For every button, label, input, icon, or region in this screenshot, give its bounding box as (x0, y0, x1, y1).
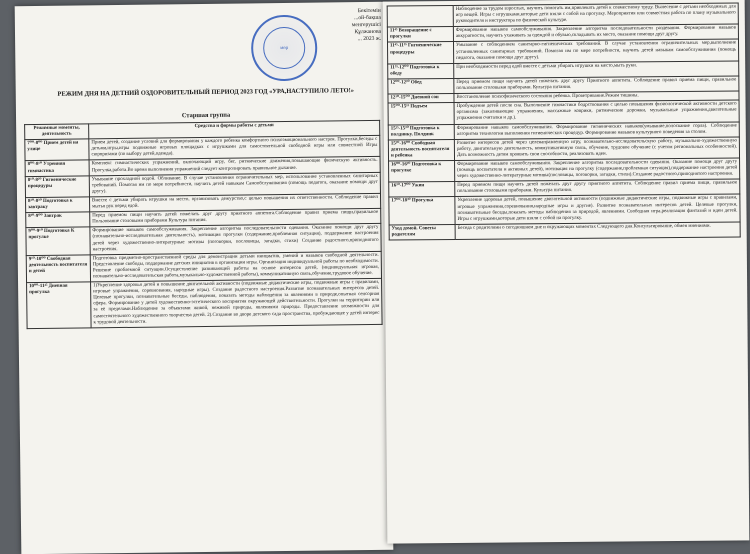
activity-cell: Прием детей, создание условий для формирования у каждого ребенка комфортного психоэмоционального настроя. Прогулки,беседы с детьми,игры,игры подвижные игровых площадках с игрушками для самостоятельной свободной игры или совместной Игры сюрпризами (по выбору детей,одежда). (89, 136, 380, 161)
activity-cell: Умывание прохладной водой. Обливание. В случае установления ограничительных мер, использование установленных санитарных требований. Помогая им по мере потребности, научить детей навыкам Самообслуживания (помощь педагога, оказание помощи друг другу). (89, 172, 380, 197)
activity-cell: Укрепление здоровья детей, повышение двигательной активности (подвижные дидактические игры, подвижные игры с правилами, игровые упражнения,соревнования,народные игры и другие). Развитие познавательных интересов детей. Целевые прогулки, познавательные беседы,показать методы наблюдения за природой, явлениями. Свободная игра,реализация фантазий и идеи детей. Игры с игрушками,которые дети взяли с собой на прогулку. (455, 194, 740, 224)
column-header-moments: Режимные моменты, деятельность (25, 124, 89, 140)
schedule-table-left (24, 120, 382, 329)
left-document-page (15, 2, 394, 554)
moment-cell: 8³⁰-9⁰⁰ Завтрак (26, 212, 90, 228)
activity-cell: Подготовка предметно-пространственной среды для демонстрации детьми инициатив, умений и навыков свободной деятельности. Представление свободы, поддержание детских инициатив в организации игры. Организация индивидуальной работы по необходимости. Решение проблемной ситуации.Осуществление развивающей работы на основе интересов детей, (индивидуальная игровая, познавательно-исследовательская работа,музыкально-художественной работы), коммуникативную связь,обучение,трудовое обучение. (90, 251, 381, 282)
moment-cell: 11⁴⁵ Возвращение с прогулки (387, 27, 453, 43)
right-document-page (383, 0, 750, 544)
activity-cell: Формирование навыков самообслуживания. Формирование гигиенических навыков(умывание,полоскание горла). Соблюдение алгоритма технологии выполнения гигиенических процедур. Формирование навыков культурного поведения за столом. (454, 121, 739, 139)
moment-cell: 15³⁰-16⁰⁰ Свободная деятельность воспитателя и ребенка (388, 139, 454, 161)
table-row (26, 251, 381, 283)
table-row (388, 137, 739, 161)
moment-cell: 9⁰⁰-9¹⁰ Подготовка К прогулке (26, 227, 90, 255)
moment-cell: 16⁰⁰-16³⁰ Подготовка к прогулке (389, 160, 455, 182)
table-row (389, 222, 740, 240)
approval-line: Құлжанова (354, 28, 382, 36)
moment-cell: 7⁰⁰-8⁰⁰ Прием детей на улице (25, 139, 89, 161)
activity-cell: Перед приемом пищи научить детей пожелать друг другу приятного аппетита.Соблюдение правил приема пищи,правильное Пользование столовыми приборами Культура питания. (90, 208, 381, 227)
activity-cell: Умывание с соблюдением санитарно-гигиенических требований. В случае установления ограничительных мер,выполнение установленных санитарных требований. Помогая им по мере потребности, научить детей навыкам самообслуживания (помощь педагога, оказание помощи друг другу). (453, 39, 738, 63)
column-header-activities: Средства и формы работы с детьми (89, 120, 380, 139)
table-row (387, 3, 738, 27)
activity-cell: Восстановление психофизического состояния ребенка. Проветривание.Режим тишины. (454, 91, 739, 103)
table-row (389, 194, 740, 224)
activity-cell: При необходимости перед едой вместе с детьми убирать игрушки на место,мыть руки. (454, 61, 739, 79)
activity-cell: 1)Укрепление здоровья детей и повышение двигательной активности (подвижные дидактические игры, подвижные игры с правилами, игровые упражнения, соревнования, народные игры). Создание радостного настроения.Развитие познавательных интересов детей. Целевые прогулки, познавательные беседы, наблюдения, показать методы наблюдения за явлениями в природе,опытная сенсорная сфера. Формирование у детей художественно-эстетического восприятия окружающей действительности. Прогулки на территории или за её пределами.Наблюдение за объектами живой, неживой природы, явлениями природы. Предоставление возможности для самостоятельного художественного творчества детей. 2).Создание во дворе детского сада пространства, пробуждающее у детей интерес к трудовой деятельности. (91, 278, 383, 327)
moment-cell: 15¹⁵-15³⁰ Подготовка к полднику. Полдник (388, 124, 454, 140)
moment-cell: 11⁵⁵-12⁰⁰ Подготовка к обеду (388, 63, 454, 79)
moment-cell: 8¹⁰-8²⁰ Гигиенические процедуры (25, 176, 89, 198)
approval-line: ...ой-бақша (354, 14, 381, 22)
moment-cell: 12³⁰-15⁰⁰ Дневной сон (388, 94, 454, 104)
moment-cell: 15⁰⁰-15¹⁵ Подъем (388, 103, 454, 125)
moment-cell: 9¹⁰-10⁰⁰ Свободная деятельность воспитателя и детей (26, 255, 90, 283)
approval-line: менгерушісі (351, 21, 381, 29)
moment-cell: 8²⁰-8³⁰ Подготовка к завтраку (26, 197, 90, 213)
activity-cell: Беседа с родителями о сегодняшнем дне и окружающих моментах Следующего дня.Консультирование, обмен мнениями. (455, 222, 740, 240)
activity-cell: Формирование навыков самообслуживания. Закрепление алгоритма последовательности одевания. Оказание помощи друг другу (помощь воспитателя и активных детей), мотивация на прогулку (содержание,проблемная ситуация),поддержание настроения детей через художественно-литературные мотивы(пословицы, поговорки, загадки, стихи).Создание радостного,приподнятого настроения. (455, 158, 740, 182)
moment-cell: 11⁴⁵-11⁵⁵ Гигиенические процедуры (387, 42, 453, 64)
table-row (387, 39, 738, 63)
moment-cell: 8⁰⁰-8¹⁰ Утренняя гимнастика (25, 160, 89, 176)
stamp-label: мөр (280, 45, 289, 51)
schedule-table-right (387, 2, 741, 240)
activity-cell: Вместе с детьми убирать игрушки на место, организовать дежурство,с целью повышения их ответственности. Соблюдение правил мытья рук перед едой. (89, 193, 380, 212)
approval-line: Бекітемін (357, 7, 381, 15)
group-title: Старшая группа (181, 111, 231, 120)
moment-cell: Уход домой. Советы родителям (389, 224, 455, 240)
moment-cell: 12⁰⁰-12³⁰ Обед (388, 78, 454, 94)
activity-cell: Формирование навыков самообслуживания. Закрепление алгоритма последовательности раздевания. Формирование навыков аккуратности, научить ухаживать за одеждой и обувью,складывать их место, оказание помощи друг другу. (453, 24, 738, 42)
moment-cell: 17⁰⁰-18³⁰ Прогулка (389, 197, 455, 225)
table-row (388, 100, 739, 124)
activity-cell: Пробуждение детей после сна. Выполнение гимнастики бодрствования с целью повышения физиологической активности детского организма (закаливающие упражнения, массажные коврики, ритмические дорожки, музыкальные упражнения,двигательные упражнения считалки и др.). (454, 100, 739, 124)
activity-cell: Наблюдение за трудом взрослых, научить помогать им,привлекать детей к совместному труду. Вынесение с детьми необходимых для игр вещей. Игры с игрушками,которые дети взяли с собой на прогулку. Мероприятия или совместная работа по плану музыкального руководителя и инструктора по физической культуре. (453, 3, 738, 27)
moment-cell (387, 5, 453, 27)
activity-cell: Перед приемом пищи научить детей пожелать друг другу приятного аппетита. Соблюдение правил приема пищи, правильное пользование столовыми приборами. Культура питания. (455, 179, 740, 197)
table-row (27, 278, 383, 328)
table-row (26, 224, 381, 256)
official-stamp-icon (251, 15, 318, 82)
document-title: РЕЖИМ ДНЯ НА ДЕТНИЙ ОЗДОРОВИТЕЛЬНЫЙ ПЕРИОД 2023 ГОД «УРА,НАСТУПИЛО ЛЕТО!» (57, 87, 354, 98)
activity-cell: Развитие интересов детей через целенаправленную игру, познавательно-исследовательскую работу, музыкально-художественную работу, двигательную деятельность, коммуникативную связь, обучение, трудовое обучение (с учетом региональных особенностей). Дать возможность детям проявить свои способности, реализовать идеи. (454, 137, 739, 161)
moment-cell: 16³⁰-17⁰⁰ Ужин (389, 182, 455, 198)
activity-cell: Формирование навыков самообслуживания. Закрепление алгоритма последовательности одевания. Оказание помощи друг другу (познавательно-исследовательная деятельность), мотивация прогулки (содержание,проблемная ситуация), поддержание настроения детей через художественно-литературные мотивы (поговорки, пословицы, загадки, стихи) Создание радостного,приподнятого настроения. (90, 224, 381, 255)
moment-cell: 10⁰⁰-11⁴⁵ Дневная прогулка (27, 282, 92, 328)
approval-line: ... 2023 ж. (357, 35, 382, 43)
activity-cell: Комплекс гимнастических упражнений, включающий игру, бег, ритмические движения,повышающие физическую активность. Прогулка,работа.Во время выполнения упражнений следует контролировать правильное дыхание. (89, 157, 380, 176)
table-row (389, 158, 740, 182)
activity-cell: Перед приемом пищи научить детей пожелать друг другу Приятного аппетита. Соблюдение правил приема пищи, правильное пользование столовыми приборами. Культура питания. (454, 76, 739, 94)
